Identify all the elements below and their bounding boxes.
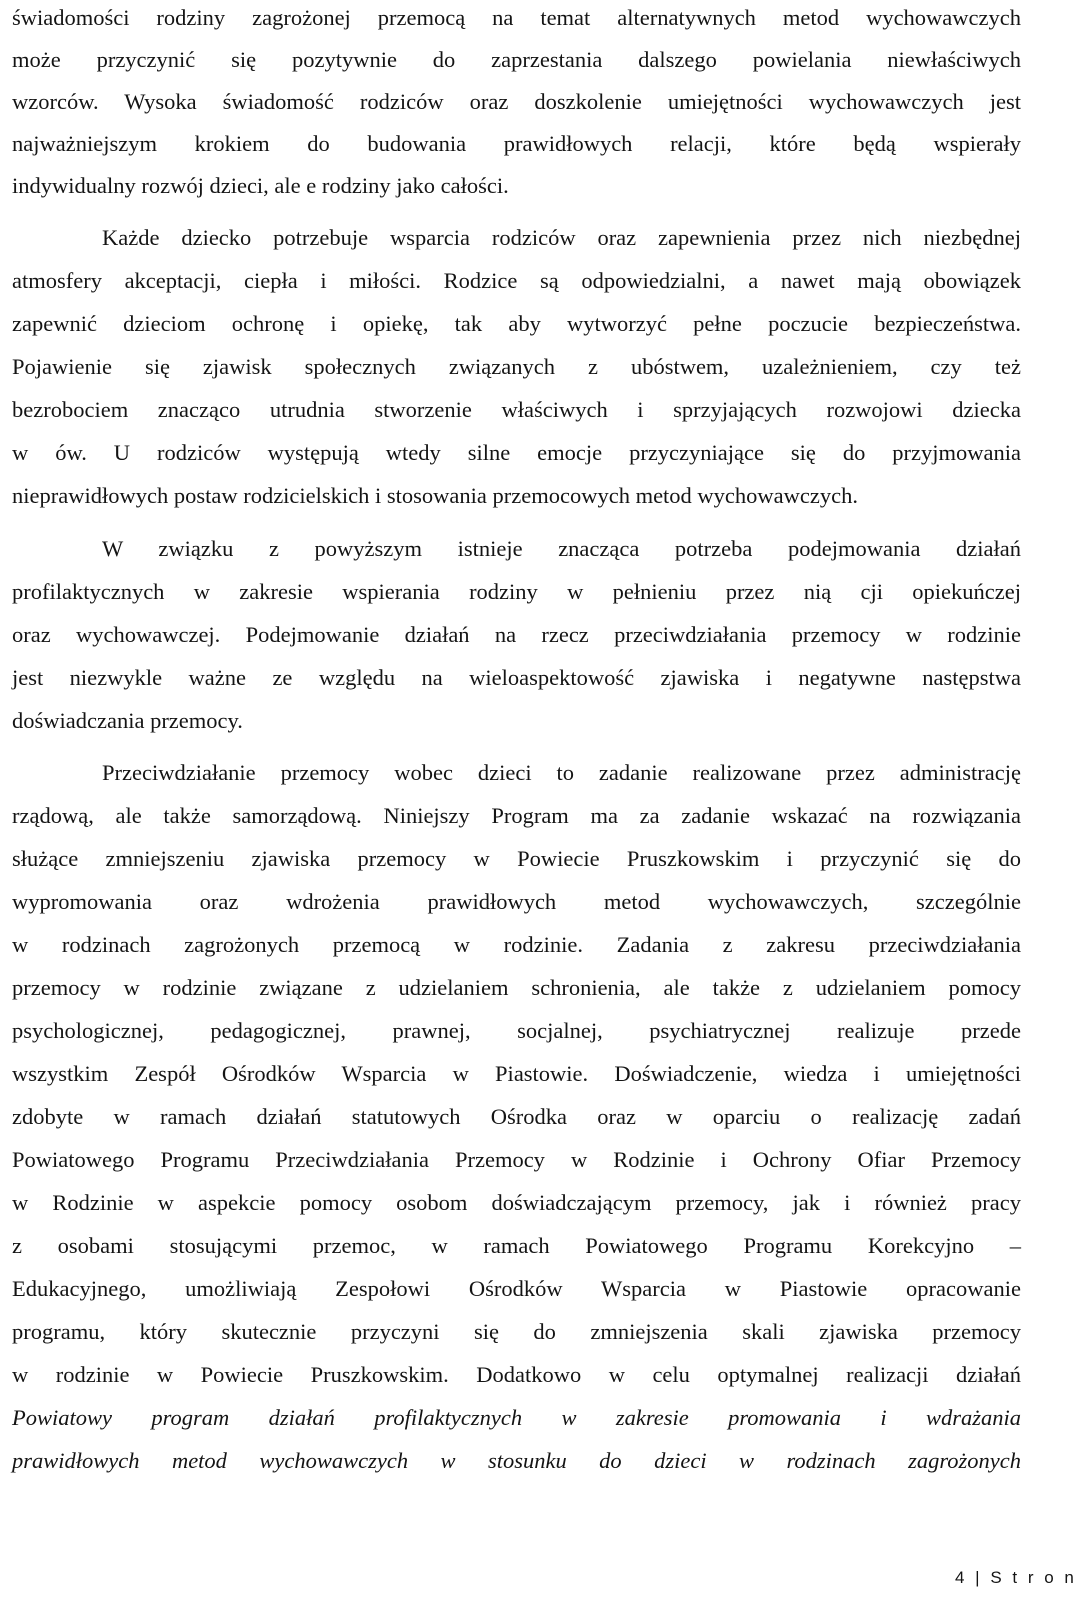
text-line: w Rodzinie w aspekcie pomocy osobom doświadczającym przemocy, jak i również pracy [12,1190,1021,1215]
text-line: rządową, ale także samorządową. Niniejszy Program ma za zadanie wskazać na rozwiązania [12,803,1021,828]
text-line: wzorców. Wysoka świadomość rodziców oraz doszkolenie umiejętności wychowawczych jest [12,89,1021,114]
text-line: Powiatowego Programu Przeciwdziałania Przemocy w Rodzinie i Ochrony Ofiar Przemocy [12,1147,1021,1172]
text-line: nieprawidłowych postaw rodzicielskich i stosowania przemocowych metod wychowawczych. [12,483,858,508]
text-line: Przeciwdziałanie przemocy wobec dzieci to zadanie realizowane przez administrację [102,760,1021,785]
text-line: świadomości rodziny zagrożonej przemocą na temat alternatywnych metod wychowawczych [12,5,1021,30]
text-line: najważniejszym krokiem do budowania prawidłowych relacji, które będą wspierały [12,131,1021,156]
text-line: wypromowania oraz wdrożenia prawidłowych metod wychowawczych, szczególnie [12,889,1021,914]
text-line: profilaktycznych w zakresie wspierania rodziny w pełnieniu przez nią cji opiekuńczej [12,579,1021,604]
text-line: może przyczynić się pozytywnie do zaprzestania dalszego powielania niewłaściwych [12,47,1021,72]
page-number: 4 | S t r o n [955,1568,1077,1587]
text-line: W związku z powyższym istnieje znacząca potrzeba podejmowania działań [102,536,1021,561]
text-line: w rodzinie w Powiecie Pruszkowskim. Dodatkowo w celu optymalnej realizacji działań [12,1362,1021,1387]
text-line: indywidualny rozwój dzieci, ale e rodziny jako całości. [12,173,509,198]
text-line: w ów. U rodziców występują wtedy silne emocje przyczyniające się do przyjmowania [12,440,1021,465]
text-line: programu, który skutecznie przyczyni się do zmniejszenia skali zjawiska przemocy [12,1319,1021,1344]
text-line: doświadczania przemocy. [12,708,243,733]
text-line: jest niezwykle ważne ze względu na wieloaspektowość zjawiska i negatywne następstwa [12,665,1021,690]
text-line: bezrobociem znacząco utrudnia stworzenie właściwych i sprzyjających rozwojowi dziecka [12,397,1021,422]
text-line: przemocy w rodzinie związane z udzielaniem schronienia, ale także z udzielaniem pomocy [12,975,1021,1000]
text-line: zapewnić dzieciom ochronę i opiekę, tak aby wytworzyć pełne poczucie bezpieczeństwa. [12,311,1021,336]
italic-text-line: prawidłowych metod wychowawczych w stosunku do dzieci w rodzinach zagrożonych [12,1448,1021,1473]
text-line: z osobami stosującymi przemoc, w ramach Powiatowego Programu Korekcyjno – [12,1233,1021,1258]
text-line: psychologicznej, pedagogicznej, prawnej, socjalnej, psychiatrycznej realizuje przede [12,1018,1021,1043]
text-line: w rodzinach zagrożonych przemocą w rodzinie. Zadania z zakresu przeciwdziałania [12,932,1021,957]
text-line: Edukacyjnego, umożliwiają Zespołowi Ośrodków Wsparcia w Piastowie opracowanie [12,1276,1021,1301]
text-line: atmosfery akceptacji, ciepła i miłości. Rodzice są odpowiedzialni, a nawet mają obowiązek [12,268,1021,293]
text-line: Każde dziecko potrzebuje wsparcia rodziców oraz zapewnienia przez nich niezbędnej [102,225,1021,250]
document-page [12,0,1077,1600]
text-line: wszystkim Zespół Ośrodków Wsparcia w Piastowie. Doświadczenie, wiedza i umiejętności [12,1061,1021,1086]
text-line: Pojawienie się zjawisk społecznych związanych z ubóstwem, uzależnieniem, czy też [12,354,1021,379]
text-line: zdobyte w ramach działań statutowych Ośrodka oraz w oparciu o realizację zadań [12,1104,1021,1129]
italic-text-line: Powiatowy program działań profilaktycznych w zakresie promowania i wdrażania [12,1405,1021,1430]
text-line: służące zmniejszeniu zjawiska przemocy w Powiecie Pruszkowskim i przyczynić się do [12,846,1021,871]
text-line: oraz wychowawczej. Podejmowanie działań na rzecz przeciwdziałania przemocy w rodzinie [12,622,1021,647]
